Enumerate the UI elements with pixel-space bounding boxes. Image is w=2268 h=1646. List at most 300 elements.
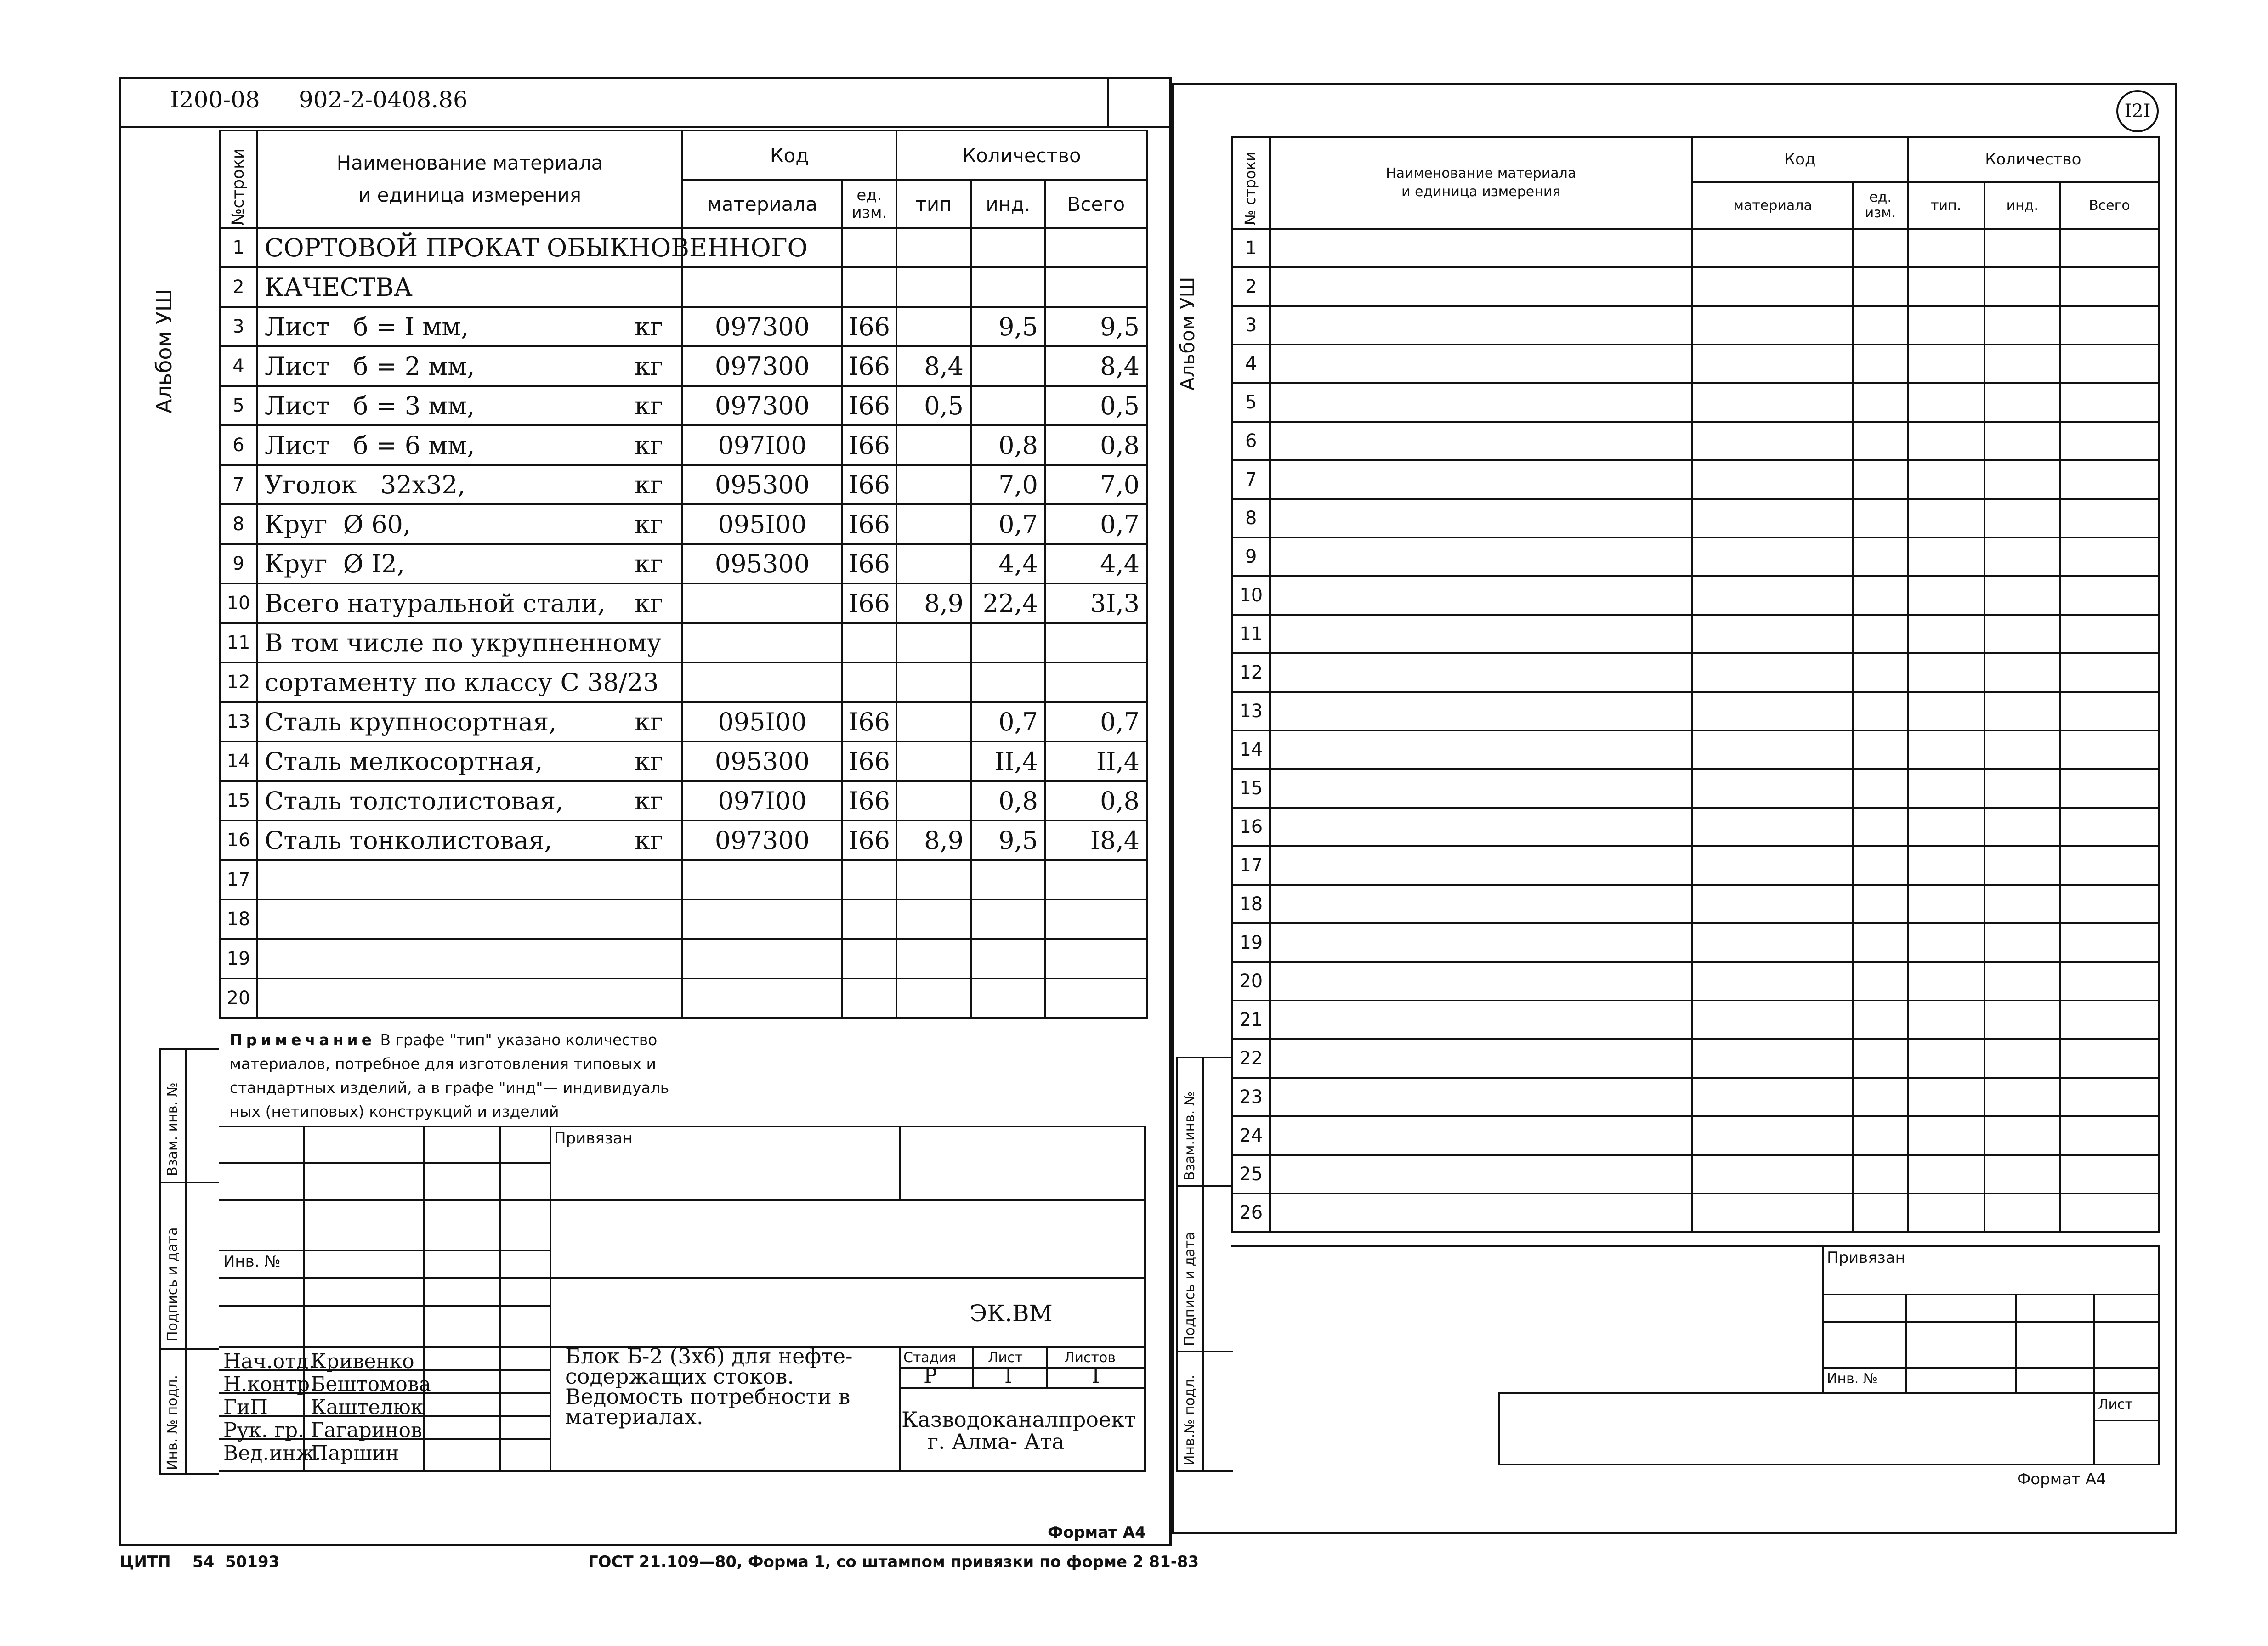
right-row-cell — [1984, 1193, 2060, 1232]
row-number: 20 — [220, 979, 257, 1018]
right-row-cell — [1692, 1116, 1854, 1155]
row-name — [257, 228, 808, 267]
header-name: Наименование материала и единица измерения — [257, 130, 682, 228]
table-row — [1232, 267, 2159, 306]
table-row — [220, 899, 1147, 939]
right-row-cell — [1853, 1116, 1907, 1155]
right-row-cell — [1984, 1039, 2060, 1078]
row-name — [257, 781, 682, 820]
right-stamp-col-d — [2093, 1294, 2095, 1464]
row-unit-name: кг — [634, 707, 663, 736]
right-header-ind: инд. — [1984, 182, 2060, 229]
table-row — [1232, 730, 2159, 769]
right-row-number: 19 — [1232, 923, 1270, 962]
right-row-cell — [1853, 345, 1907, 383]
right-row-cell — [1692, 692, 1854, 730]
row-name — [257, 346, 682, 386]
right-row-cell — [2060, 769, 2159, 808]
row-ind — [971, 860, 1045, 899]
right-row-cell — [1853, 422, 1907, 460]
page-number: I2I — [2124, 101, 2151, 122]
row-number: 7 — [220, 465, 257, 504]
right-row-cell — [2060, 923, 2159, 962]
right-row-cell — [1853, 267, 1907, 306]
right-row-number: 8 — [1232, 499, 1270, 537]
left-margin-h2 — [159, 1182, 219, 1183]
stamp-privyazan: Привязан — [554, 1129, 633, 1148]
right-row-cell — [1984, 769, 2060, 808]
right-row-cell — [1692, 537, 1854, 576]
right-row-cell — [1984, 730, 2060, 769]
row-ind — [971, 662, 1045, 702]
right-row-cell — [1908, 1116, 1984, 1155]
right-row-cell — [1270, 460, 1692, 499]
header-unit: ед. изм. — [842, 180, 896, 228]
right-row-cell — [1853, 383, 1907, 422]
right-row-cell — [1692, 885, 1854, 923]
stamp-org-line-1: Казводоканалпроект — [902, 1407, 1136, 1432]
right-row-cell — [1908, 962, 1984, 1001]
table-row — [220, 267, 1147, 307]
right-row-number: 13 — [1232, 692, 1270, 730]
row-code — [682, 979, 842, 1018]
left-margin-line-b — [185, 1048, 187, 1473]
row-unit: I66 — [842, 504, 896, 544]
row-unit-name: кг — [634, 312, 663, 341]
table-row — [1232, 923, 2159, 962]
right-materials-table — [1231, 136, 2160, 1233]
page-number-badge — [2116, 90, 2159, 132]
right-row-cell — [1692, 306, 1854, 345]
right-row-cell — [2060, 1078, 2159, 1116]
right-row-cell — [1984, 962, 2060, 1001]
row-ind — [971, 386, 1045, 425]
row-unit-name: кг — [634, 430, 663, 460]
row-tip — [896, 781, 971, 820]
row-tip — [896, 465, 971, 504]
right-row-cell — [1908, 846, 1984, 885]
table-row — [220, 781, 1147, 820]
table-row — [220, 820, 1147, 860]
row-total — [1045, 899, 1147, 939]
row-name — [257, 979, 682, 1018]
row-code: 097300 — [682, 307, 842, 346]
row-number: 11 — [220, 623, 257, 662]
row-tip — [896, 979, 971, 1018]
right-row-cell — [2060, 885, 2159, 923]
table-row — [220, 979, 1147, 1018]
inv-podl-label: Инв. № подл. — [164, 1375, 181, 1470]
row-unit: I66 — [842, 702, 896, 741]
stamp-sheets: I — [1092, 1364, 1100, 1388]
header-ind: инд. — [971, 180, 1045, 228]
table-row — [220, 346, 1147, 386]
stamp-title — [565, 1346, 853, 1427]
row-ind: 0,7 — [971, 504, 1045, 544]
right-row-cell — [1984, 1116, 2060, 1155]
right-row-cell — [1270, 345, 1692, 383]
right-header-row-no: № строки — [1232, 137, 1270, 229]
row-number: 1 — [220, 228, 257, 267]
right-row-cell — [1270, 615, 1692, 653]
right-row-cell — [1270, 1001, 1692, 1039]
row-name-text: В том числе по укрупненному — [265, 628, 662, 657]
table-row — [1232, 653, 2159, 692]
right-row-cell — [1984, 537, 2060, 576]
right-row-cell — [1984, 653, 2060, 692]
row-ind — [971, 939, 1045, 979]
right-row-cell — [1908, 460, 1984, 499]
stamp-col-5 — [899, 1126, 901, 1199]
right-row-cell — [1908, 692, 1984, 730]
table-row — [1232, 229, 2159, 267]
signer-role: ГиП — [223, 1396, 268, 1419]
right-row-cell — [1692, 1193, 1854, 1232]
row-name-text: Всего натуральной стали, — [265, 588, 606, 618]
right-row-cell — [1270, 383, 1692, 422]
right-row-cell — [1908, 383, 1984, 422]
right-header-code: Код — [1692, 137, 1908, 182]
row-total: 4,4 — [1045, 544, 1147, 583]
row-tip — [896, 899, 971, 939]
right-row-cell — [1692, 576, 1854, 615]
row-number: 15 — [220, 781, 257, 820]
right-row-cell — [1853, 1155, 1907, 1193]
right-privyazan: Привязан — [1827, 1249, 1905, 1267]
right-row-cell — [2060, 1039, 2159, 1078]
row-code — [682, 662, 842, 702]
project-code: 902-2-0408.86 — [299, 86, 468, 113]
right-inv-no: Инв. № — [1827, 1371, 1878, 1387]
left-margin-h4 — [159, 1473, 219, 1475]
row-tip — [896, 504, 971, 544]
right-row-cell — [1853, 885, 1907, 923]
right-row-number: 7 — [1232, 460, 1270, 499]
table-row — [220, 741, 1147, 781]
right-row-number: 4 — [1232, 345, 1270, 383]
right-row-cell — [1692, 345, 1854, 383]
right-row-number: 9 — [1232, 537, 1270, 576]
row-total: I8,4 — [1045, 820, 1147, 860]
row-unit-name: кг — [634, 391, 663, 420]
row-code: 097300 — [682, 386, 842, 425]
right-row-cell — [1853, 808, 1907, 846]
right-row-cell — [1853, 923, 1907, 962]
right-stamp-h2 — [1822, 1321, 2160, 1323]
row-name-text: СОРТОВОЙ ПРОКАТ ОБЫКНОВЕННОГО — [265, 233, 808, 262]
signer-name: Бештомова — [311, 1373, 431, 1396]
row-total: 0,8 — [1045, 781, 1147, 820]
header-type: тип — [896, 180, 971, 228]
row-ind — [971, 267, 1045, 307]
right-row-cell — [2060, 962, 2159, 1001]
doc-number: I200-08 — [170, 86, 260, 113]
row-ind: 0,8 — [971, 781, 1045, 820]
table-row — [220, 544, 1147, 583]
left-margin-h1 — [159, 1048, 219, 1050]
left-margin-h3 — [159, 1348, 219, 1350]
table-row — [1232, 1116, 2159, 1155]
row-code: 097300 — [682, 346, 842, 386]
right-row-number: 5 — [1232, 383, 1270, 422]
stamp-title-line-4: материалах. — [565, 1404, 703, 1429]
right-row-cell — [1984, 460, 2060, 499]
right-row-cell — [1984, 422, 2060, 460]
right-header-material: материала — [1692, 182, 1854, 229]
right-podpis-data: Подпись и дата — [1182, 1232, 1198, 1346]
row-unit: I66 — [842, 346, 896, 386]
vzam-inv-label: Взам. инв. № — [164, 1082, 181, 1176]
header-material: материала — [682, 180, 842, 228]
right-row-cell — [1270, 422, 1692, 460]
row-ind: 0,7 — [971, 702, 1045, 741]
row-name — [257, 425, 682, 465]
row-tip: 8,9 — [896, 820, 971, 860]
stamp-bottom-line — [219, 1470, 1146, 1472]
row-unit — [842, 860, 896, 899]
right-row-cell — [2060, 808, 2159, 846]
row-total — [1045, 860, 1147, 899]
stamp-inv-no: Инв. № — [223, 1252, 281, 1271]
right-row-cell — [1853, 229, 1907, 267]
row-unit-name: кг — [634, 588, 663, 618]
table-row — [1232, 460, 2159, 499]
right-row-cell — [1692, 229, 1854, 267]
row-tip: 8,4 — [896, 346, 971, 386]
right-margin-h3 — [1176, 1351, 1233, 1352]
right-row-cell — [1908, 345, 1984, 383]
right-row-cell — [1270, 653, 1692, 692]
right-row-cell — [1984, 345, 2060, 383]
right-row-cell — [2060, 345, 2159, 383]
row-name — [257, 583, 682, 623]
right-row-cell — [1270, 769, 1692, 808]
right-row-cell — [1270, 1155, 1692, 1193]
right-row-cell — [1692, 1078, 1854, 1116]
row-total: II,4 — [1045, 741, 1147, 781]
row-ind — [971, 346, 1045, 386]
right-format-label: Формат А4 — [2017, 1470, 2106, 1488]
row-number: 9 — [220, 544, 257, 583]
right-row-cell — [1270, 1078, 1692, 1116]
row-tip — [896, 623, 971, 662]
right-row-cell — [2060, 653, 2159, 692]
row-unit-name: кг — [634, 470, 663, 499]
table-row — [1232, 1155, 2159, 1193]
right-margin-line-a — [1176, 1057, 1178, 1470]
right-row-cell — [1984, 229, 2060, 267]
table-row — [1232, 422, 2159, 460]
right-row-cell — [2060, 267, 2159, 306]
row-name-text: Лист б = 2 мм, — [265, 351, 475, 381]
row-total: 7,0 — [1045, 465, 1147, 504]
right-row-number: 16 — [1232, 808, 1270, 846]
right-row-cell — [1853, 499, 1907, 537]
signer-role: Нач.отд. — [223, 1350, 315, 1373]
right-list-label: Лист — [2098, 1397, 2133, 1413]
row-ind — [971, 228, 1045, 267]
right-row-number: 14 — [1232, 730, 1270, 769]
table-row — [1232, 306, 2159, 345]
row-ind: 9,5 — [971, 820, 1045, 860]
right-row-cell — [1853, 1039, 1907, 1078]
right-row-cell — [1908, 615, 1984, 653]
row-number: 5 — [220, 386, 257, 425]
row-ind: 9,5 — [971, 307, 1045, 346]
row-name-text: Лист б = 6 мм, — [265, 430, 475, 460]
right-row-cell — [1908, 576, 1984, 615]
stamp-org — [902, 1408, 1136, 1453]
right-row-cell — [1984, 692, 2060, 730]
right-row-cell — [1270, 1193, 1692, 1232]
right-row-cell — [1984, 885, 2060, 923]
row-name — [257, 741, 682, 781]
right-row-cell — [1692, 808, 1854, 846]
row-name — [257, 386, 682, 425]
row-code: 097300 — [682, 820, 842, 860]
right-row-cell — [1692, 460, 1854, 499]
row-total — [1045, 979, 1147, 1018]
right-row-cell — [1270, 923, 1692, 962]
right-row-cell — [1853, 1001, 1907, 1039]
table-row — [1232, 499, 2159, 537]
right-row-cell — [1908, 808, 1984, 846]
row-code — [682, 623, 842, 662]
stamp-line-3 — [219, 1199, 1146, 1201]
row-total — [1045, 662, 1147, 702]
row-name-text: Сталь крупносортная, — [265, 707, 557, 736]
right-row-cell — [2060, 383, 2159, 422]
right-row-cell — [2060, 1116, 2159, 1155]
table-row — [220, 465, 1147, 504]
row-unit — [842, 979, 896, 1018]
right-row-cell — [1270, 499, 1692, 537]
right-row-cell — [1984, 576, 2060, 615]
right-row-cell — [1908, 769, 1984, 808]
right-header-unit: ед. изм. — [1853, 182, 1907, 229]
right-row-cell — [1270, 730, 1692, 769]
right-row-cell — [2060, 846, 2159, 885]
right-row-cell — [1853, 306, 1907, 345]
right-row-number: 12 — [1232, 653, 1270, 692]
right-row-cell — [1692, 499, 1854, 537]
right-row-cell — [1908, 537, 1984, 576]
row-name-text: Лист б = 3 мм, — [265, 391, 475, 420]
stamp-sheets-label: Листов — [1064, 1350, 1116, 1366]
table-row — [1232, 1078, 2159, 1116]
right-row-cell — [1853, 962, 1907, 1001]
right-inv-podl: Инв.№ подл. — [1182, 1374, 1198, 1465]
row-total — [1045, 623, 1147, 662]
right-row-cell — [1692, 422, 1854, 460]
right-stamp-top — [1231, 1245, 2160, 1247]
stamp-top-line — [219, 1126, 1146, 1127]
note-line-1: В графе "тип" указано количество — [380, 1031, 658, 1049]
row-name — [257, 307, 682, 346]
note-line-2: материалов, потребное для изготовления типовых и — [230, 1055, 656, 1073]
row-unit — [842, 623, 896, 662]
table-row — [1232, 345, 2159, 383]
row-code — [682, 939, 842, 979]
stamp-title-line-3: Ведомость потребности в — [565, 1384, 850, 1409]
right-row-cell — [1984, 808, 2060, 846]
row-tip — [896, 860, 971, 899]
right-row-cell — [1908, 923, 1984, 962]
right-album-label: Альбом УШ — [1176, 277, 1199, 390]
right-row-cell — [2060, 730, 2159, 769]
left-margin-line-a — [159, 1048, 161, 1473]
table-row — [220, 939, 1147, 979]
stamp-sheet-label: Лист — [988, 1350, 1023, 1366]
row-name-text: Сталь тонколистовая, — [265, 826, 552, 855]
table-row — [1232, 885, 2159, 923]
stamp-col-4 — [550, 1126, 551, 1470]
stamp-title-line-1: Блок Б-2 (3х6) для нефте- — [565, 1344, 853, 1369]
note-line-4: ных (нетиповых) конструкций и изделий — [230, 1103, 559, 1120]
right-row-cell — [2060, 1001, 2159, 1039]
row-code: 095I00 — [682, 504, 842, 544]
note-line-3: стандартных изделий, а в графе "инд"— индивидуаль — [230, 1079, 669, 1097]
row-code — [682, 583, 842, 623]
right-row-cell — [1908, 422, 1984, 460]
right-row-cell — [1853, 537, 1907, 576]
table-row — [1232, 383, 2159, 422]
row-unit: I66 — [842, 544, 896, 583]
stamp-col-6 — [899, 1346, 901, 1470]
right-stamp-h1 — [1822, 1294, 2160, 1295]
signer-role: Н.контр. — [223, 1373, 317, 1396]
table-row — [1232, 537, 2159, 576]
table-row — [220, 583, 1147, 623]
stamp-title-line-2: содержащих стоков. — [565, 1364, 794, 1389]
row-unit-name: кг — [634, 351, 663, 381]
right-row-cell — [1270, 1116, 1692, 1155]
row-tip — [896, 267, 971, 307]
right-row-cell — [1692, 267, 1854, 306]
row-total: 8,4 — [1045, 346, 1147, 386]
right-row-cell — [1692, 1001, 1854, 1039]
signer-name: Паршин — [311, 1442, 399, 1465]
row-unit: I66 — [842, 781, 896, 820]
right-stamp-right — [2158, 1245, 2160, 1465]
stamp-code: ЭК.ВМ — [970, 1300, 1053, 1327]
right-row-number: 26 — [1232, 1193, 1270, 1232]
row-unit — [842, 267, 896, 307]
row-number: 2 — [220, 267, 257, 307]
row-ind: 0,8 — [971, 425, 1045, 465]
right-vzam-inv: Взам.инв. № — [1182, 1091, 1198, 1181]
table-row — [220, 386, 1147, 425]
right-row-cell — [1270, 1039, 1692, 1078]
row-code: 095I00 — [682, 702, 842, 741]
row-name — [257, 465, 682, 504]
table-row — [220, 425, 1147, 465]
right-row-cell — [1270, 229, 1692, 267]
table-row — [220, 860, 1147, 899]
row-number: 4 — [220, 346, 257, 386]
right-row-cell — [1692, 653, 1854, 692]
row-tip — [896, 939, 971, 979]
right-row-cell — [2060, 1193, 2159, 1232]
right-row-cell — [1908, 1193, 1984, 1232]
table-row — [1232, 1001, 2159, 1039]
header-total: Всего — [1045, 180, 1147, 228]
row-ind: II,4 — [971, 741, 1045, 781]
right-header-name: Наименование материала и единица измерения — [1270, 137, 1692, 229]
right-row-cell — [1853, 769, 1907, 808]
right-row-cell — [1984, 1155, 2060, 1193]
right-row-cell — [2060, 576, 2159, 615]
